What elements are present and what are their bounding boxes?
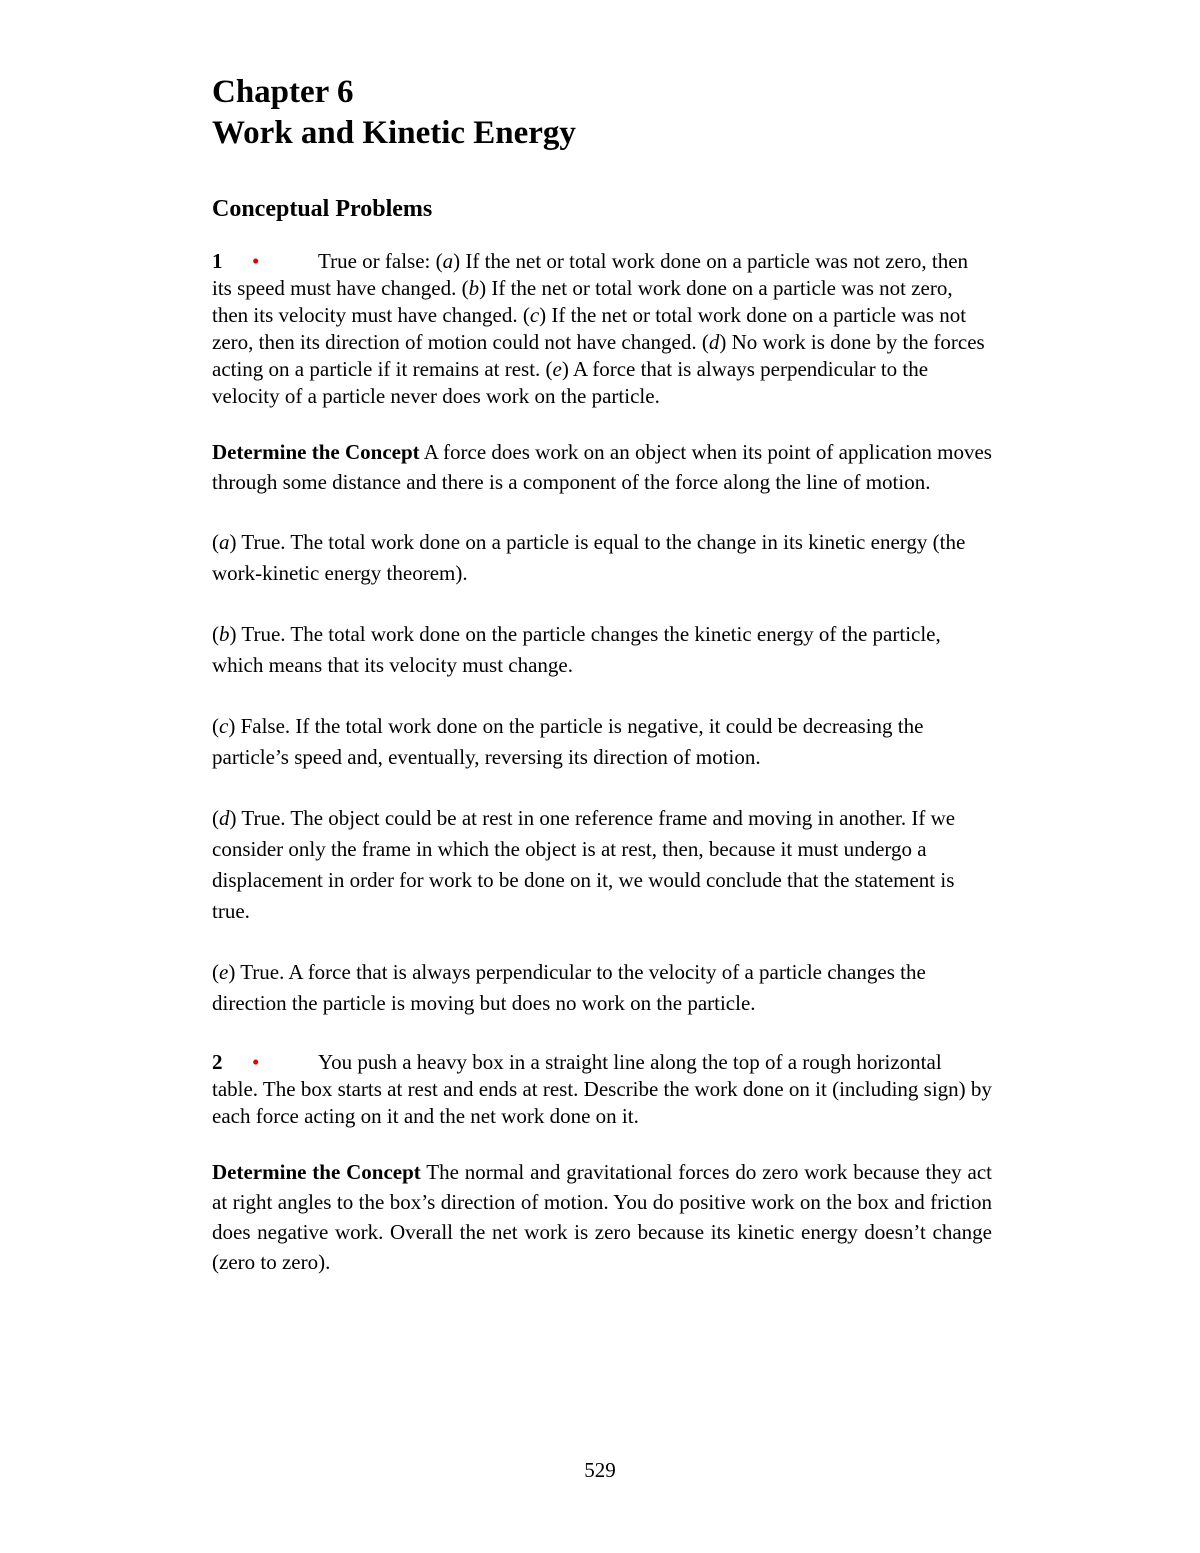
concept-text: A force does work on an object when its point of application moves through some distance and there is a component of the force along the line of motion. [212, 440, 992, 494]
section-heading: Conceptual Problems [212, 196, 433, 222]
part-letter: b [219, 622, 230, 646]
problem-2-concept [212, 1157, 992, 1277]
part-letter: c [219, 714, 229, 738]
part-letter: d [708, 330, 720, 354]
answer-c: (c) False. If the total work done on the particle is negative, it could be decreasing the particle’s speed and, eventually, reversing its direction of motion. [212, 714, 924, 769]
chapter-number: Chapter 6 [212, 74, 354, 110]
answer-b: (b) True. The total work done on the particle changes the kinetic energy of the particle, which means that its velocity must change. [212, 622, 941, 677]
part-letter: a [219, 530, 230, 554]
answer-text: ) False. If the total work done on the particle is negative, it could be decreasing the particle’s speed and, eventually, reversing its direction of motion. [212, 714, 924, 769]
problem-1-number: 1 [212, 249, 223, 273]
answer-a: (a) True. The total work done on a particle is equal to the change in its kinetic energy (the work-kinetic energy theorem). [212, 530, 966, 585]
chapter-title: Work and Kinetic Energy [212, 115, 576, 151]
problem-1-part-a: ) If the net or total work done on a particle was not zero, then its speed must have changed. ( [212, 249, 969, 300]
answer-d: (d) True. The object could be at rest in one reference frame and moving in another. If we consider only the frame in which the object is at rest, then, because it must undergo a displacement in order for work to be done on it, we would conclude that the statement is true. [212, 806, 956, 923]
problem-1-statement [212, 248, 992, 410]
page-number: 529 [584, 1458, 616, 1482]
problem-1-part-c: ) If the net or total work done on a particle was not zero, then its direction of motion could not have changed. ( [212, 303, 967, 354]
concept-text: The normal and gravitational forces do zero work because they act at right angles to the box’s direction of motion. You do positive work on the box and friction does negative work. Overall the net work is zero because its kinetic energy doesn’t change (zero to zero). [212, 1160, 992, 1274]
answer-text: ) True. A force that is always perpendicular to the velocity of a particle changes the direction the particle is moving but does no work on the particle. [212, 960, 926, 1015]
problem-2-text: You push a heavy box in a straight line along the top of a rough horizontal table. The box starts at rest and ends at rest. Describe the work done on it (including sign) by each force acting on it and the net work done on it. [212, 1050, 992, 1128]
document-page [212, 72, 992, 1277]
problem-1-part-e: ) A force that is always perpendicular to the velocity of a particle never does work on the particle. [212, 357, 929, 408]
difficulty-dot-icon: • [252, 1050, 260, 1074]
answer-text: ) True. The total work done on a particle is equal to the change in its kinetic energy (the work-kinetic energy theorem). [212, 530, 966, 585]
problem-1-concept [212, 437, 992, 497]
answer-text: ) True. The total work done on the particle changes the kinetic energy of the particle, which means that its velocity must change. [212, 622, 941, 677]
problem-2-statement [212, 1049, 992, 1130]
part-letter: b [468, 276, 480, 300]
answer-e: (e) True. A force that is always perpendicular to the velocity of a particle changes the direction the particle is moving but does no work on the particle. [212, 960, 926, 1015]
problem-2-number: 2 [212, 1050, 223, 1074]
part-letter: e [552, 357, 562, 381]
part-letter: a [442, 249, 454, 273]
part-letter: d [219, 806, 230, 830]
problem-1-intro: True or false: ( [318, 249, 443, 273]
chapter-title-block [212, 72, 992, 154]
part-letter: c [529, 303, 540, 327]
problem-1-part-d: ) No work is done by the forces acting on a particle if it remains at rest. ( [212, 330, 985, 381]
difficulty-dot-icon: • [252, 249, 260, 273]
part-letter: e [219, 960, 229, 984]
problem-1-part-b: ) If the net or total work done on a particle was not zero, then its velocity must have changed. ( [212, 276, 953, 327]
answer-text: ) True. The object could be at rest in one reference frame and moving in another. If we consider only the frame in which the object is at rest, then, because it must undergo a displacement in order for work to be done on it, we would conclude that the statement is true. [212, 806, 956, 923]
concept-label: Determine the Concept [212, 440, 420, 464]
concept-label: Determine the Concept [212, 1160, 421, 1184]
